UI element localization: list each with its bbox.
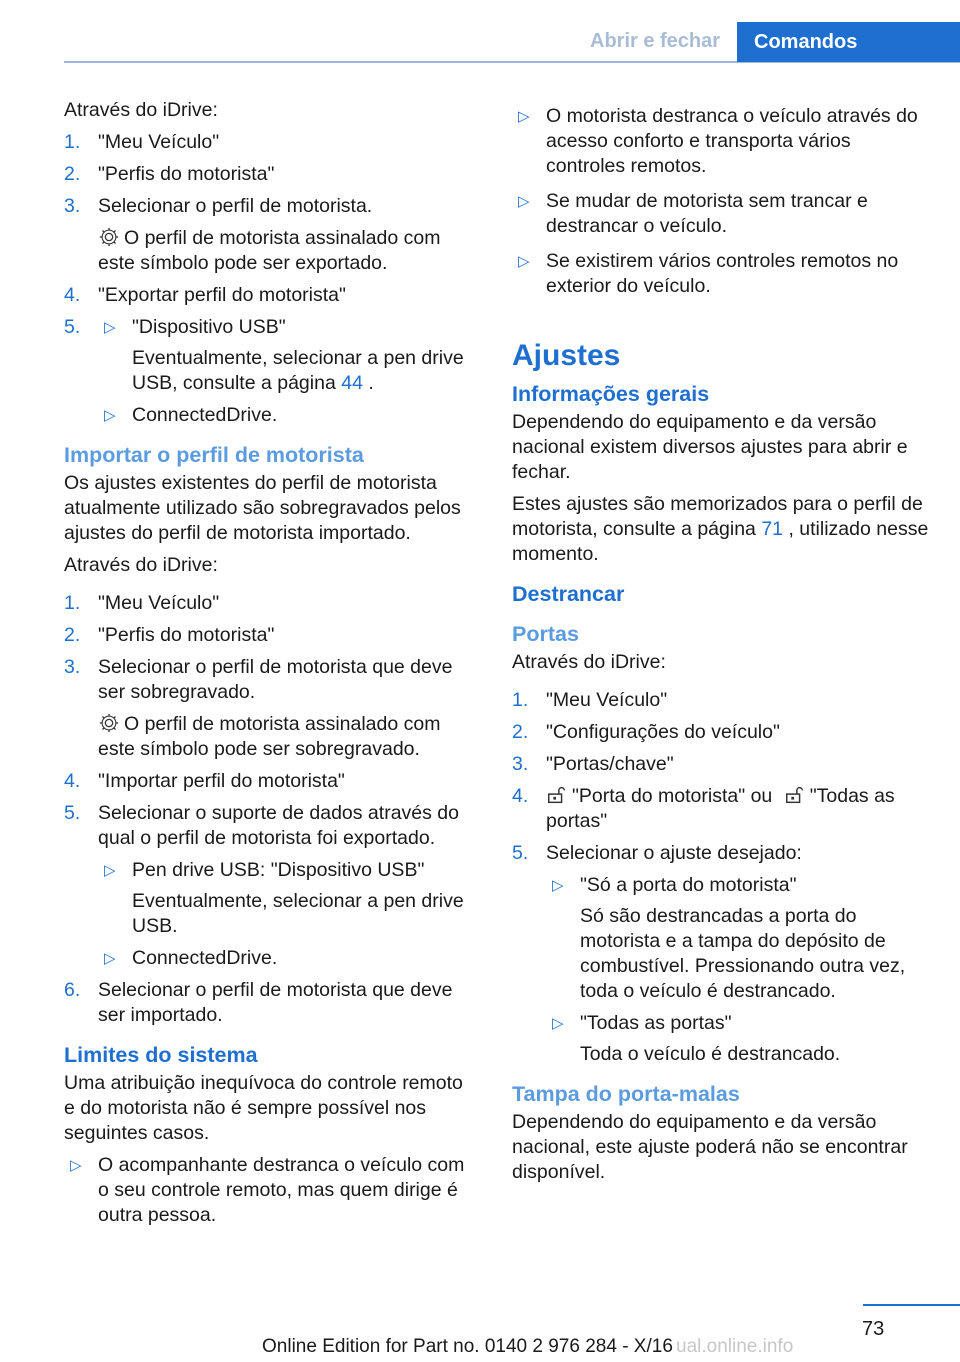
gear-icon	[98, 712, 120, 734]
tampa-heading: Tampa do porta-malas	[512, 1082, 740, 1106]
step-number: 4.	[64, 770, 81, 792]
step-number: 3.	[64, 195, 81, 217]
step-number: 2.	[512, 721, 529, 743]
triangle-right-icon: ▷	[104, 407, 116, 424]
step-number: 1.	[64, 131, 81, 153]
limits-heading: Limites do sistema	[64, 1043, 258, 1067]
list-item: ▷ "Todas as portas" Toda o veículo é destrancado.	[552, 1012, 841, 1065]
triangle-right-icon: ▷	[552, 1015, 564, 1032]
gear-icon	[98, 226, 120, 248]
watermark: ual.online.info	[676, 1336, 794, 1357]
step-number: 2.	[64, 624, 81, 646]
list-item: 3. "Portas/chave"	[512, 753, 674, 775]
list-item: 1. "Meu Veículo"	[512, 689, 668, 711]
list-item: 6. Selecionar o perfil de motorista que deve ser importado.	[64, 979, 453, 1026]
list-item: 2. "Configurações do veículo"	[512, 721, 780, 743]
step-number: 6.	[64, 979, 81, 1001]
step-number: 5.	[64, 802, 81, 824]
triangle-right-icon: ▷	[518, 108, 530, 125]
via-idrive-text: Através do iDrive:	[64, 99, 218, 121]
list-item: ▷ ConnectedDrive.	[104, 404, 278, 426]
step-number: 1.	[64, 592, 81, 614]
header-section-title: Abrir e fechar	[590, 30, 721, 52]
import-text: Os ajustes existentes do perfil de motorista atualmente utilizado são sobregravados pelos ajustes do perfil de motorista importado.	[64, 472, 461, 544]
sub-list	[98, 315, 476, 428]
limits-text: Uma atribuição inequívoca do controle remoto e do motorista não é sempre possível nos seguintes casos.	[64, 1072, 463, 1144]
header-active-tab-label: Comandos	[754, 31, 858, 53]
footer-rule	[863, 1304, 960, 1306]
info-text-1: Dependendo do equipamento e da versão nacional existem diversos ajustes para abrir e fechar.	[512, 411, 908, 483]
via-idrive-text: Através do iDrive:	[64, 554, 218, 576]
list-item: 4. "Porta do motorista" ou "Todas as portas"	[512, 785, 895, 832]
list-item: 1. "Meu Veículo"	[64, 592, 220, 614]
import-steps-list	[64, 591, 476, 1028]
header-active-tab	[737, 22, 960, 62]
list-item: ▷ O motorista destranca o veículo através do acesso conforto e transporta vários controles remotos.	[518, 105, 918, 177]
step-number: 1.	[512, 689, 529, 711]
profile-note: O perfil de motorista assinalado com este símbolo pode ser sobregravado.	[98, 713, 441, 760]
edition-text: Online Edition for Part no. 0140 2 976 284 - X/16	[262, 1336, 673, 1357]
list-item: ▷ Se existirem vários controles remotos no exterior do veículo.	[518, 250, 899, 297]
list-item: ▷ Pen drive USB: "Dispositivo USB" Eventualmente, selecionar a pen drive USB.	[104, 859, 464, 937]
list-item: 4. "Exportar perfil do motorista"	[64, 284, 346, 306]
step-number: 4.	[64, 284, 81, 306]
door-unlock-icon	[546, 784, 568, 806]
list-item: 5. Selecionar o suporte de dados através do qual o perfil de motorista foi exportado. ▷ Pen drive USB: "Dispositivo USB" Eventualmente, selecionar a pen drive USB. ▷ ConnectedDrive.	[64, 801, 476, 971]
list-item: 2. "Perfis do motorista"	[64, 163, 275, 185]
triangle-right-icon: ▷	[518, 253, 530, 270]
list-item: ▷ O acompanhante destranca o veículo com o seu controle remoto, mas quem dirige é outra pessoa.	[70, 1154, 465, 1226]
door-unlock-icon	[784, 784, 806, 806]
list-item: 3. Selecionar o perfil de motorista. O perfil de motorista assinalado com este símbolo pode ser exportado.	[64, 194, 476, 276]
list-item	[64, 315, 476, 428]
step-number: 3.	[512, 753, 529, 775]
list-item: 3. Selecionar o perfil de motorista que deve ser sobregravado. O perfil de motorista assinalado com este símbolo pode ser sobregravado.	[64, 655, 476, 762]
export-steps-list	[64, 130, 476, 428]
info-heading: Informações gerais	[512, 382, 710, 406]
list-item: 1. "Meu Veículo"	[64, 131, 220, 153]
page-number: 73	[862, 1318, 885, 1340]
ajustes-heading: Ajustes	[512, 339, 621, 372]
list-item: ▷ ConnectedDrive.	[104, 947, 278, 969]
triangle-right-icon: ▷	[518, 193, 530, 210]
info-text-2: Estes ajustes são memorizados para o perfil de motorista, consulte a página 71 , utilizado nesse momento.	[512, 493, 929, 565]
step-number: 3.	[64, 656, 81, 678]
step-number: 5.	[512, 842, 529, 864]
list-item: ▷ "Só a porta do motorista" Só são destrancadas a porta do motorista e a tampa do depósito de combustível. Pressionando outra vez, toda o veículo é destrancado.	[552, 874, 906, 1002]
page-link[interactable]: 71	[761, 518, 784, 540]
page-link[interactable]: 44	[341, 372, 363, 394]
tampa-text: Dependendo do equipamento e da versão nacional, este ajuste poderá não se encontrar disponível.	[512, 1111, 908, 1183]
profile-note: O perfil de motorista assinalado com este símbolo pode ser exportado.	[98, 227, 441, 274]
step-number: 5.	[64, 316, 81, 338]
list-item: ▷ "Dispositivo USB" Eventualmente, selecionar a pen drive USB, consulte a página 44 .	[104, 316, 464, 394]
triangle-right-icon: ▷	[104, 862, 116, 879]
list-item: 2. "Perfis do motorista"	[64, 624, 275, 646]
portas-heading: Portas	[512, 622, 579, 646]
doors-steps-list	[512, 688, 930, 1067]
destrancar-heading: Destrancar	[512, 582, 625, 606]
list-item: 4. "Importar perfil do motorista"	[64, 770, 345, 792]
triangle-right-icon: ▷	[104, 319, 116, 336]
step-number: 4.	[512, 785, 529, 807]
triangle-right-icon: ▷	[552, 877, 564, 894]
triangle-right-icon: ▷	[104, 950, 116, 967]
limits-list	[64, 1153, 476, 1228]
right-column	[512, 104, 930, 1192]
limits-list-continued	[512, 104, 930, 299]
left-column	[64, 98, 476, 1235]
step-number: 2.	[64, 163, 81, 185]
sub-list	[546, 873, 930, 1067]
via-idrive-text: Através do iDrive:	[512, 651, 666, 673]
import-heading: Importar o perfil de motorista	[64, 443, 364, 467]
list-item: 5. Selecionar o ajuste desejado: ▷ "Só a porta do motorista" Só são destrancadas a porta do motorista e a tampa do depósito de combustível. Pressionando outra vez, toda o veículo é destrancado. ▷ "Todas as portas" Toda o veículo é destrancado.	[512, 841, 930, 1067]
triangle-right-icon: ▷	[70, 1157, 82, 1174]
sub-list	[98, 858, 476, 971]
list-item: ▷ Se mudar de motorista sem trancar e destrancar o veículo.	[518, 190, 868, 237]
